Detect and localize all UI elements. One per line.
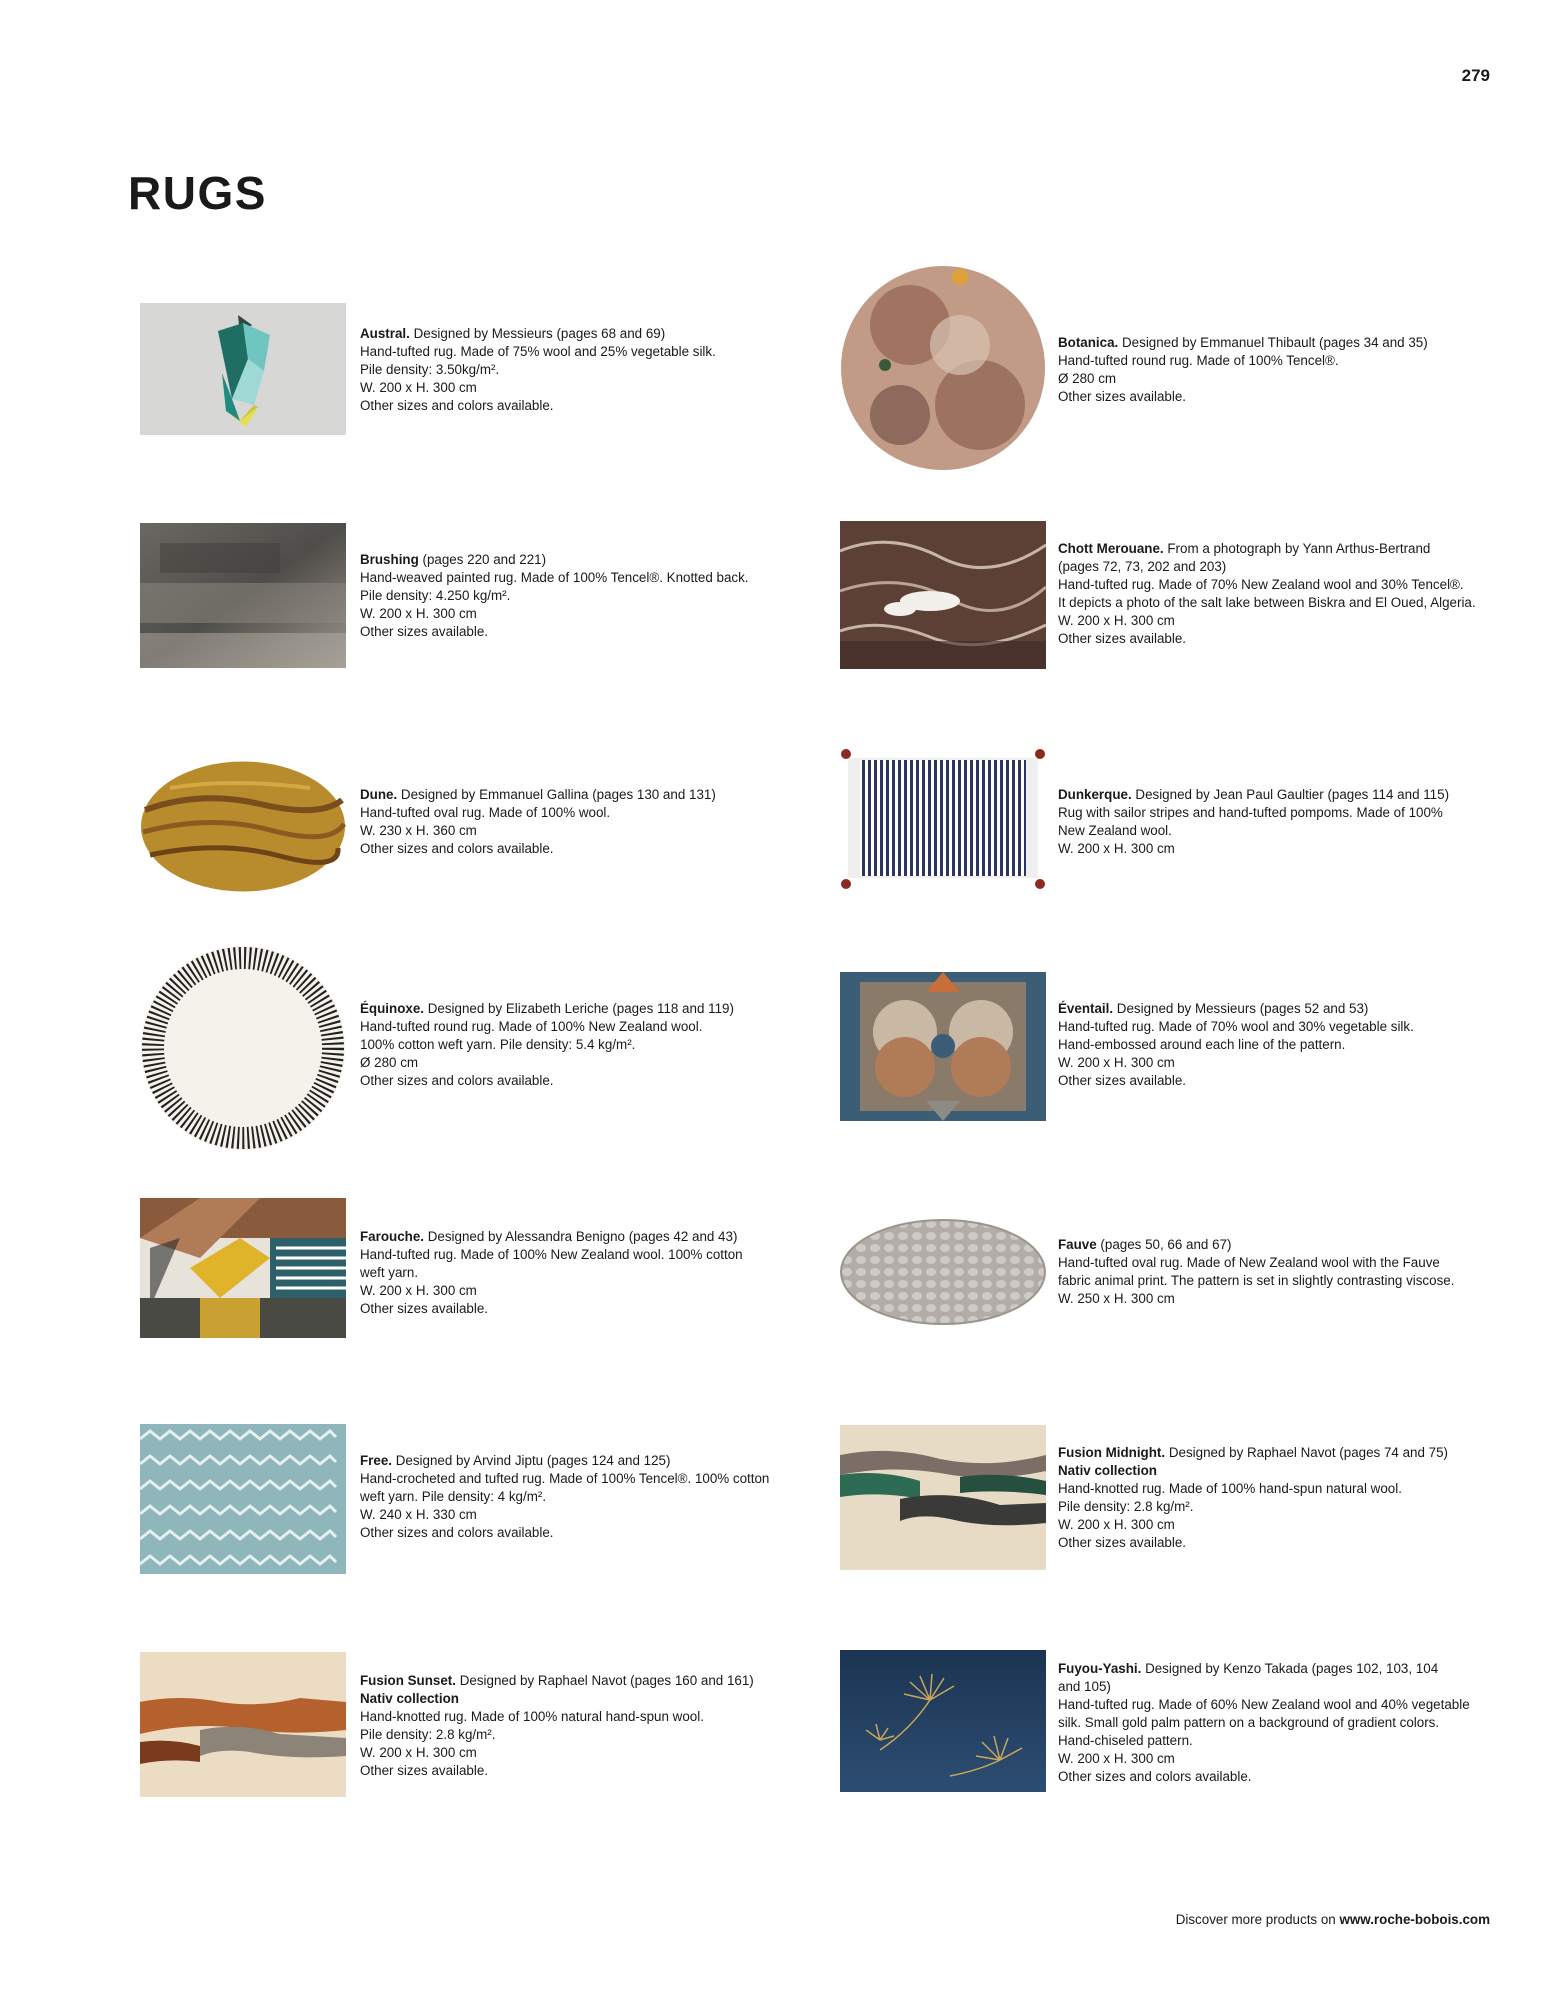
fusion-midnight-description: Fusion Midnight. Designed by Raphael Navot (pages 74 and 75) Nativ collection Hand-knotted rug. Made of 100% hand-spun natural wool. Pile density: 2.8 kg/m². W. 200 x H. 300 cm Other sizes available.	[1058, 1445, 1448, 1550]
rug-name: Chott Merouane.	[1058, 541, 1164, 556]
fuyou-yashi-rug-image	[840, 1650, 1046, 1792]
dune-description: Dune. Designed by Emmanuel Gallina (pages 130 and 131) Hand-tufted oval rug. Made of 100% wool. W. 230 x H. 360 cm Other sizes and colors available.	[360, 787, 716, 856]
rug-name: Botanica.	[1058, 335, 1119, 350]
rug-name: Dune.	[360, 787, 398, 802]
rug-name: Fauve	[1058, 1237, 1097, 1252]
eventail-description: Éventail. Designed by Messieurs (pages 52 and 53) Hand-tufted rug. Made of 70% wool and 30% vegetable silk. Hand-embossed around each line of the pattern. W. 200 x H. 300 cm Other sizes available.	[1058, 1001, 1414, 1088]
rug-name: Austral.	[360, 326, 410, 341]
rug-name: Fuyou-Yashi.	[1058, 1661, 1142, 1676]
fauve-rug-image	[840, 1218, 1046, 1326]
brushing-description: Brushing (pages 220 and 221) Hand-weaved painted rug. Made of 100% Tencel®. Knotted back. Pile density: 4.250 kg/m². W. 200 x H. 300 cm Other sizes available.	[360, 552, 749, 639]
rug-name: Fusion Midnight.	[1058, 1445, 1166, 1460]
rug-name: Farouche.	[360, 1229, 424, 1244]
fauve-description: Fauve (pages 50, 66 and 67) Hand-tufted oval rug. Made of New Zealand wool with the Fauve fabric animal print. The pattern is set in slightly contrasting viscose. W. 250 x H. 300 cm	[1058, 1237, 1455, 1306]
rug-name: Éventail.	[1058, 1001, 1114, 1016]
botanica-description: Botanica. Designed by Emmanuel Thibault (pages 34 and 35) Hand-tufted round rug. Made of 100% Tencel®. Ø 280 cm Other sizes available.	[1058, 335, 1428, 404]
page-number: 279	[1461, 66, 1490, 85]
rug-name: Free.	[360, 1453, 393, 1468]
free-rug-image	[140, 1424, 346, 1574]
fuyou-yashi-description: Fuyou-Yashi. Designed by Kenzo Takada (pages 102, 103, 104 and 105) Hand-tufted rug. Made of 60% New Zealand wool and 40% vegetable silk. Small gold palm pattern on a background of gradient colors. Hand-chiseled pattern. W. 200 x H. 300 cm Other sizes and colors available.	[1058, 1661, 1470, 1784]
footer-text: Discover more products on	[1175, 1912, 1340, 1927]
farouche-rug-image	[140, 1198, 346, 1338]
austral-rug-image	[140, 303, 346, 435]
fusion-sunset-rug-image	[140, 1652, 346, 1797]
free-description: Free. Designed by Arvind Jiptu (pages 124 and 125) Hand-crocheted and tufted rug. Made of 100% Tencel®. 100% cotton weft yarn. Pile density: 4 kg/m². W. 240 x H. 330 cm Other sizes and colors available.	[360, 1453, 770, 1540]
eventail-rug-image	[840, 972, 1046, 1121]
equinoxe-description: Équinoxe. Designed by Elizabeth Leriche (pages 118 and 119) Hand-tufted round rug. Made of 100% New Zealand wool. 100% cotton weft yarn. Pile density: 5.4 kg/m². Ø 280 cm Other sizes and colors available.	[360, 1001, 734, 1088]
equinoxe-rug-image	[140, 945, 346, 1151]
chott-merouane-rug-image	[840, 521, 1046, 669]
fusion-sunset-description: Fusion Sunset. Designed by Raphael Navot (pages 160 and 161) Nativ collection Hand-knotted rug. Made of 100% natural hand-spun wool. Pile density: 2.8 kg/m². W. 200 x H. 300 cm Other sizes available.	[360, 1673, 754, 1778]
rug-name: Dunkerque.	[1058, 787, 1132, 802]
rug-name: Équinoxe.	[360, 1001, 424, 1016]
dunkerque-rug-image	[838, 748, 1048, 890]
footer	[1176, 1912, 1490, 1927]
chott-merouane-description: Chott Merouane. From a photograph by Yann Arthus-Bertrand (pages 72, 73, 202 and 203) Hand-tufted rug. Made of 70% New Zealand wool and 30% Tencel®. It depicts a photo of the salt lake between Biskra and El Oued, Algeria. W. 200 x H. 300 cm Other sizes available.	[1058, 541, 1476, 646]
farouche-description: Farouche. Designed by Alessandra Benigno (pages 42 and 43) Hand-tufted rug. Made of 100% New Zealand wool. 100% cotton weft yarn. W. 200 x H. 300 cm Other sizes available.	[360, 1229, 743, 1316]
dunkerque-description: Dunkerque. Designed by Jean Paul Gaultier (pages 114 and 115) Rug with sailor stripes and hand-tufted pompoms. Made of 100% New Zealand wool. W. 200 x H. 300 cm	[1058, 787, 1450, 856]
fusion-midnight-rug-image	[840, 1425, 1046, 1570]
brushing-rug-image	[140, 523, 346, 668]
botanica-rug-image	[840, 265, 1046, 471]
dune-rug-image	[140, 760, 346, 893]
rug-name: Fusion Sunset.	[360, 1673, 456, 1688]
rug-name: Brushing	[360, 552, 419, 567]
austral-description: Austral. Designed by Messieurs (pages 68 and 69) Hand-tufted rug. Made of 75% wool and 25% vegetable silk. Pile density: 3.50kg/m². W. 200 x H. 300 cm Other sizes and colors available.	[360, 326, 716, 413]
page-title: RUGS	[128, 167, 267, 219]
website-link[interactable]: www.roche-bobois.com	[1339, 1912, 1490, 1927]
